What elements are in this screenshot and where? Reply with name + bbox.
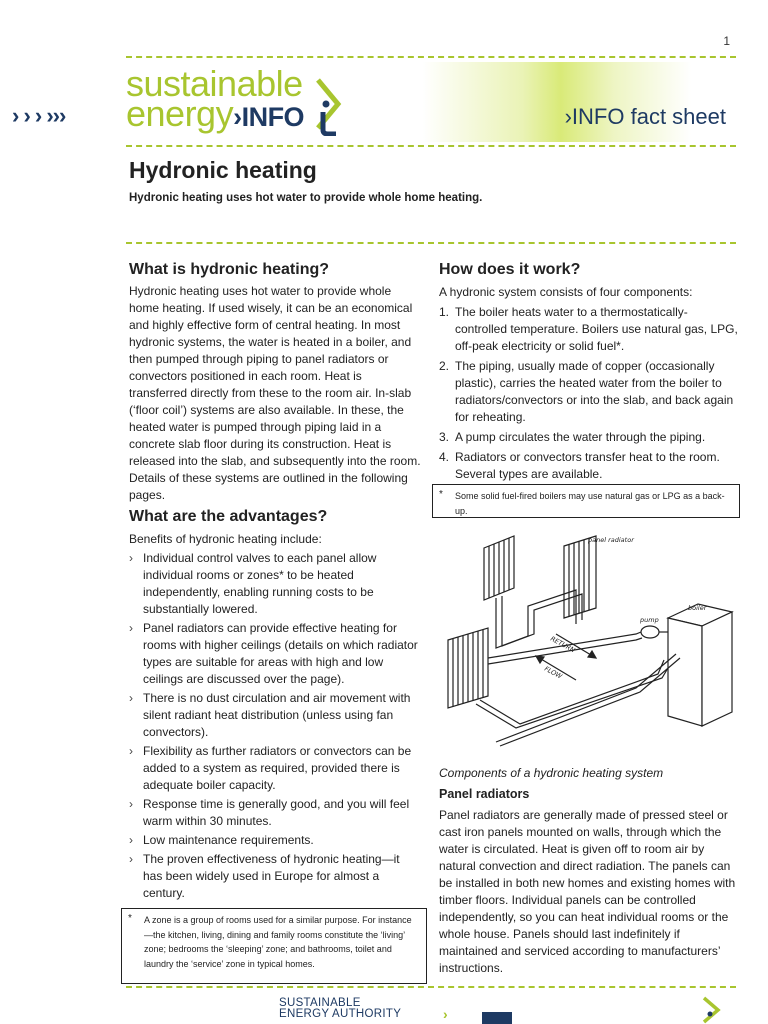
footer-info-i-icon <box>700 996 728 1024</box>
list-item-text: Panel radiators can provide effective heating for rooms with higher ceilings (details on which radiator types are suitable for areas with high and low ceilings are discussed over the page). <box>143 621 418 686</box>
bullet-marker: › <box>129 691 133 705</box>
divider-intro <box>126 242 736 244</box>
footer-logo-line1: SUSTAINABLE <box>279 997 361 1009</box>
radiator-top-right <box>564 536 596 618</box>
divider-header-bottom <box>126 145 736 147</box>
list-item <box>439 429 739 446</box>
how-intro: A hydronic system consists of four components: <box>439 285 693 299</box>
list-item-text: The proven effectiveness of hydronic heating—it has been widely used in Europe for almost a century. <box>143 852 400 900</box>
list-item <box>129 796 421 830</box>
step-text: The boiler heats water to a thermostatically-controlled temperature. Boilers use natural gas, LPG, off-peak electricity or solid fuel*. <box>455 305 738 353</box>
info-i-icon <box>312 74 354 136</box>
footnote-star: * <box>128 913 132 924</box>
page-title: Hydronic heating <box>129 157 317 183</box>
label-flow: FLOW <box>543 664 564 681</box>
header-band <box>0 62 768 142</box>
footer-chevron-icon: › <box>443 1006 448 1022</box>
label-return: RETURN <box>549 634 577 655</box>
logo-energy: energy <box>126 93 234 134</box>
panel-radiators-text: Panel radiators are generally made of pressed steel or cast iron panels mounted on walls, through which the water is circulated. Heat is given off to room air by natural convection and direct radiation. The panels can be installed in both new homes and existing homes with timber floors. Individual panels can be controlled independently, so you can heat individual rooms or the whole house. Panels should last indefinitely if maintained and serviced according to manufacturers’ instructions. <box>439 808 736 975</box>
footer-logo-line2: ENERGY AUTHORITY <box>279 1008 402 1020</box>
logo-sustainable: sustainable <box>126 63 303 104</box>
list-item <box>129 832 421 849</box>
bullet-marker: › <box>129 621 133 635</box>
list-item <box>129 620 421 688</box>
heading-how-it-works: How does it work? <box>439 261 581 278</box>
list-item <box>129 851 421 902</box>
heading-panel-radiators: Panel radiators <box>439 787 530 801</box>
radiator-top-left <box>484 536 514 600</box>
list-item-text: There is no dust circulation and air movement with silent radiant heat distribution (unless using fan convectors). <box>143 691 411 739</box>
fact-sheet-label: ›INFO fact sheet <box>564 104 726 129</box>
list-item-text: Response time is generally good, and you will feel warm within 30 minutes. <box>143 797 410 828</box>
diagram-caption: Components of a hydronic heating system <box>439 766 664 780</box>
heading-what-is: What is hydronic heating? <box>129 261 330 278</box>
zone-footnote-text: A zone is a group of rooms used for a similar purpose. For instance—the kitchen, living, dining and family rooms constitute the ‘living’ zone; bedrooms the ‘sleeping’ zone; and bathrooms, toilet and laundry the ‘service’ zone in typical homes. <box>144 915 412 969</box>
label-panel-radiator: panel radiator <box>588 536 634 544</box>
logo-energy-info <box>126 93 305 135</box>
step-number: 4. <box>439 450 450 464</box>
flow-arrow-head <box>536 656 544 663</box>
step-text: A pump circulates the water through the piping. <box>455 430 706 444</box>
components-list <box>439 304 739 486</box>
hydronic-system-diagram <box>436 528 742 750</box>
list-item-text: Low maintenance requirements. <box>143 833 314 847</box>
bullet-marker: › <box>129 797 133 811</box>
step-text: The piping, usually made of copper (occasionally plastic), carries the heated water from the boiler to radiators/convectors or into the slab, and back again for reheating. <box>455 359 734 424</box>
divider-footer <box>126 986 736 988</box>
list-item-text: Flexibility as further radiators or convectors can be added to a system as required, provided there is adequate boiler capacity. <box>143 744 412 792</box>
bullet-marker: › <box>129 833 133 847</box>
return-arrow-head <box>588 651 596 658</box>
step-text: Radiators or convectors transfer heat to the room. Several types are available. <box>455 450 720 481</box>
fuel-footnote <box>432 484 740 518</box>
label-boiler: boiler <box>688 604 707 612</box>
bullet-marker: › <box>129 744 133 758</box>
advantages-list <box>129 550 421 904</box>
step-number: 1. <box>439 305 450 319</box>
fuel-footnote-text: Some solid fuel-fired boilers may use natural gas or LPG as a back-up. <box>455 491 725 516</box>
list-item-text: Individual control valves to each panel allow individual rooms or zones* to be heated independently, enabling running costs to be substantially lowered. <box>143 551 377 616</box>
divider-top <box>126 56 736 58</box>
zone-footnote <box>121 908 427 984</box>
list-item <box>129 743 421 794</box>
heading-advantages: What are the advantages? <box>129 508 328 525</box>
step-number: 3. <box>439 430 450 444</box>
step-number: 2. <box>439 359 450 373</box>
what-is-text: Hydronic heating uses hot water to provide whole home heating. If used wisely, it can be an economical and highly effective form of central heating. In most hydronic systems, the water is heated in a boiler, and then pumped through piping to panel radiators or convectors positioned in each room. Heat is transferred directly from these to the room air. In-slab (‘floor coil’) systems are also available. In these, the heated water is pumped through piping laid in a concrete slab floor during its construction. Heat is released into the slab, and subsequently into the room. Details of these systems are outlined in the following pages. <box>129 284 421 502</box>
bullet-marker: › <box>129 551 133 565</box>
page-subtitle: Hydronic heating uses hot water to provide whole home heating. <box>129 192 483 204</box>
page-number: 1 <box>723 34 730 48</box>
footnote-star: * <box>439 489 443 500</box>
header-chevrons: › › › ››› <box>12 103 66 128</box>
list-item <box>129 550 421 618</box>
footer-logo <box>279 998 401 1020</box>
bullet-marker: › <box>129 852 133 866</box>
label-pump: pump <box>640 616 659 624</box>
list-item <box>439 358 739 426</box>
advantages-intro: Benefits of hydronic heating include: <box>129 532 322 546</box>
pump <box>641 626 668 638</box>
radiator-bottom-left <box>448 628 488 708</box>
list-item <box>129 690 421 741</box>
boiler <box>668 604 732 726</box>
footer-state-emblem <box>482 1012 512 1024</box>
logo-info: ›INFO <box>233 102 305 132</box>
list-item <box>439 304 739 355</box>
list-item <box>439 449 739 483</box>
